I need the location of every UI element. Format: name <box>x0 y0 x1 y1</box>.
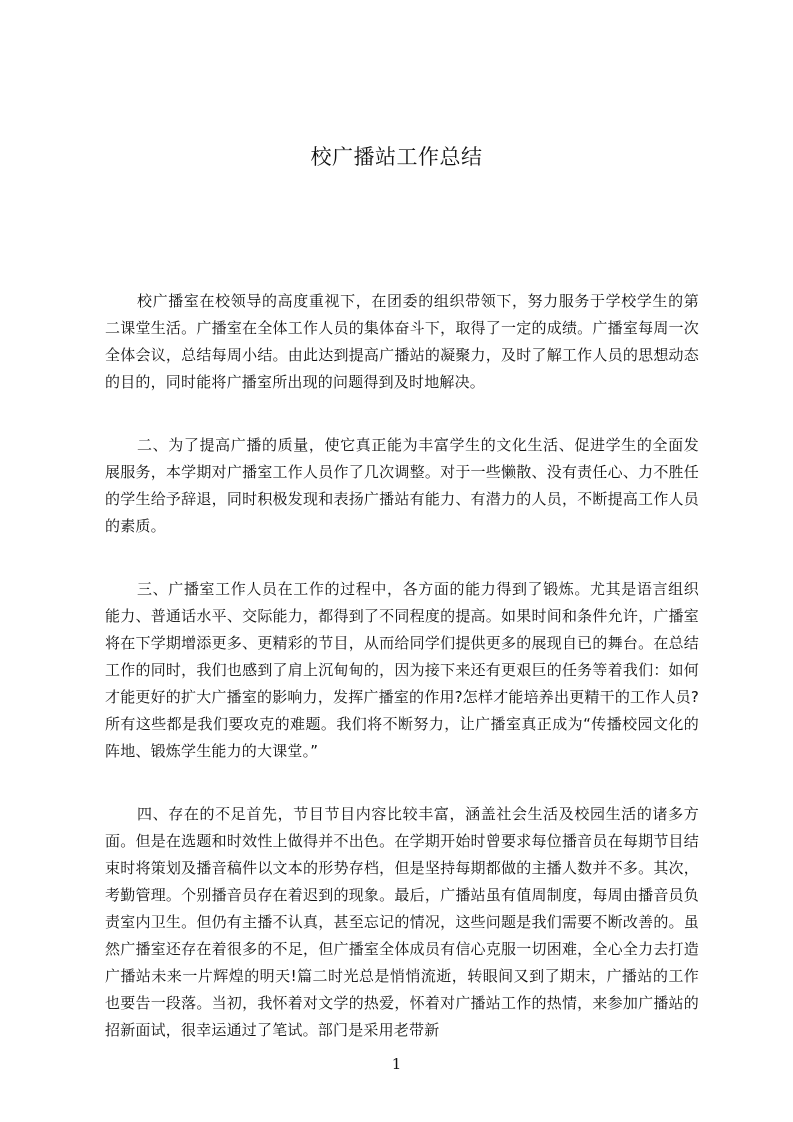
paragraph-4: 四、存在的不足首先，节目节目内容比较丰富，涵盖社会生活及校园生活的诸多方面。但是在选题和时效性上做得并不出色。在学期开始时曾要求每位播音员在每期节目结束时将策划及播音稿件以文本的形势存档，但是坚持每期都做的主播人数并不多。其次，考勤管理。个别播音员存在着迟到的现象。最后，广播站虽有值周制度，每周由播音员负责室内卫生。但仍有主播不认真，甚至忘记的情况，这些问题是我们需要不断改善的。虽然广播室还存在着很多的不足，但广播室全体成员有信心克服一切困难，全心全力去打造广播站未来一片辉煌的明天!篇二时光总是悄悄流逝，转眼间又到了期末，广播站的工作也要告一段落。当初，我怀着对文学的热爱，怀着对广播站工作的热情，来参加广播站的招新面试，很幸运通过了笔试。部门是采用老带新 <box>105 805 699 1039</box>
document-body <box>105 288 699 1080</box>
paragraph-3: 三、广播室工作人员在工作的过程中，各方面的能力得到了锻炼。尤其是语言组织能力、普通话水平、交际能力，都得到了不同程度的提高。如果时间和条件允许，广播室将在下学期增添更多、更精彩的节目，从而给同学们提供更多的展现自已的舞台。在总结工作的同时，我们也感到了肩上沉甸甸的，因为接下来还有更艰巨的任务等着我们：如何才能更好的扩大广播室的影响力，发挥广播室的作用?怎样才能培养出更精干的工作人员?所有这些都是我们要攻克的难题。我们将不断努力，让广播室真正成为“传播校园文化的阵地、锻炼学生能力的大课堂。” <box>105 580 699 760</box>
paragraph-2: 二、为了提高广播的质量，使它真正能为丰富学生的文化生活、促进学生的全面发展服务，本学期对广播室工作人员作了几次调整。对于一些懒散、没有责任心、力不胜任的学生给予辞退，同时积极发现和表扬广播站有能力、有潜力的人员，不断提高工作人员的素质。 <box>105 436 699 535</box>
document-title: 校广播站工作总结 <box>310 145 483 169</box>
page-number: 1 <box>391 1055 402 1073</box>
paragraph-1: 校广播室在校领导的高度重视下，在团委的组织带领下，努力服务于学校学生的第二课堂生活。广播室在全体工作人员的集体奋斗下，取得了一定的成绩。广播室每周一次全体会议，总结每周小结。由此达到提高广播站的凝聚力，及时了解工作人员的思想动态的目的，同时能将广播室所出现的问题得到及时地解决。 <box>105 292 699 391</box>
